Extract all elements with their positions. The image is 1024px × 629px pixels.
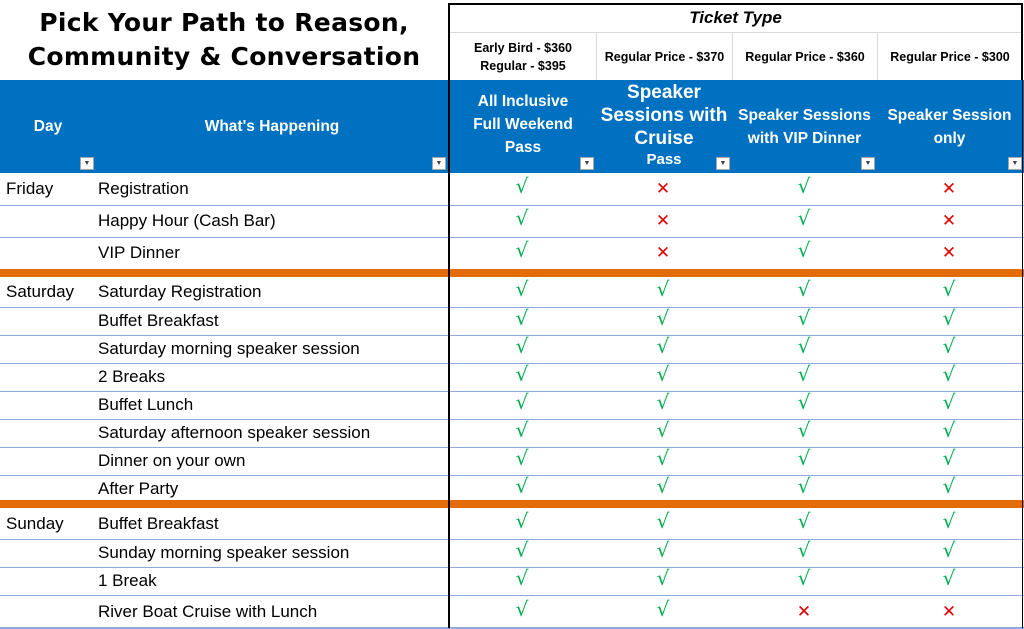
check-icon: √ — [942, 446, 956, 470]
check-icon: √ — [515, 446, 529, 470]
event-cell: Saturday morning speaker session — [98, 339, 360, 358]
event-cell: Buffet Lunch — [98, 395, 194, 414]
day-cell: Sunday — [6, 513, 64, 533]
filter-dropdown-vip-dinner[interactable]: ▼ — [861, 157, 875, 170]
day-cell: Saturday — [6, 282, 75, 301]
check-icon: √ — [656, 538, 670, 562]
header-all-inclusive — [450, 80, 596, 173]
check-icon: √ — [515, 334, 529, 358]
header-col4-line-2: only — [933, 129, 966, 147]
ticket-type-label: Ticket Type — [689, 8, 782, 27]
check-icon: √ — [656, 566, 670, 590]
check-icon: √ — [515, 238, 529, 262]
check-icon: √ — [797, 362, 811, 386]
check-icon: √ — [942, 538, 956, 562]
filter-dropdown-all-inclusive[interactable]: ▼ — [580, 157, 594, 170]
cross-icon: ✕ — [655, 179, 671, 199]
event-cell: VIP Dinner — [98, 243, 180, 262]
event-cell: Saturday afternoon speaker session — [98, 423, 371, 442]
check-icon: √ — [942, 508, 956, 533]
price-cell-4 — [877, 33, 1022, 80]
check-icon: √ — [656, 306, 670, 330]
price-3-line-1: Regular Price - $360 — [745, 49, 865, 64]
check-icon: √ — [515, 174, 529, 198]
event-cell: Buffet Breakfast — [98, 311, 219, 330]
event-cell: Buffet Breakfast — [98, 513, 219, 533]
event-cell: River Boat Cruise with Lunch — [98, 601, 318, 621]
check-icon: √ — [656, 334, 670, 358]
header-col3-line-2: with VIP Dinner — [747, 129, 862, 147]
check-icon: √ — [656, 277, 670, 301]
header-col4-line-1: Speaker Session — [887, 106, 1012, 124]
check-icon: √ — [942, 362, 956, 386]
title-line-1: Pick Your Path to Reason, — [39, 8, 409, 37]
check-icon: √ — [797, 446, 811, 470]
check-icon: √ — [942, 277, 956, 301]
cross-icon: ✕ — [655, 211, 671, 231]
check-icon: √ — [656, 362, 670, 386]
header-col2-line-4: Pass — [646, 151, 682, 168]
check-icon: √ — [942, 306, 956, 330]
check-icon: √ — [797, 238, 811, 262]
check-icon: √ — [515, 596, 529, 621]
check-icon: √ — [797, 277, 811, 301]
check-icon: √ — [656, 474, 670, 498]
page-title — [0, 0, 448, 80]
check-icon: √ — [797, 174, 811, 198]
cross-icon: ✕ — [655, 243, 671, 263]
event-cell: 2 Breaks — [98, 367, 166, 386]
check-icon: √ — [797, 206, 811, 230]
check-icon: √ — [797, 474, 811, 498]
check-icon: √ — [515, 206, 529, 230]
price-cell-1 — [450, 33, 596, 80]
event-cell: 1 Break — [98, 571, 157, 590]
check-icon: √ — [656, 508, 670, 533]
price-4-line-1: Regular Price - $300 — [890, 49, 1010, 64]
header-col2-line-1: Speaker — [627, 82, 701, 103]
header-day-label: Day — [33, 118, 63, 135]
check-icon: √ — [942, 334, 956, 358]
header-vip-dinner — [732, 80, 877, 173]
check-icon: √ — [515, 277, 529, 301]
check-icon: √ — [942, 566, 956, 590]
event-cell: Saturday Registration — [98, 282, 262, 301]
event-cell: Happy Hour (Cash Bar) — [98, 211, 276, 230]
cross-icon: ✕ — [941, 601, 957, 622]
filter-dropdown-speaker-only[interactable]: ▼ — [1008, 157, 1022, 170]
check-icon: √ — [797, 390, 811, 414]
cross-icon: ✕ — [941, 179, 957, 199]
check-icon: √ — [515, 538, 529, 562]
check-icon: √ — [797, 334, 811, 358]
header-whats-happening — [96, 80, 448, 173]
price-cell-2 — [596, 33, 732, 80]
check-icon: √ — [515, 306, 529, 330]
check-icon: √ — [797, 566, 811, 590]
price-1-line-1: Early Bird - $360 — [474, 40, 572, 55]
header-whats-happening-label: What's Happening — [204, 118, 340, 135]
header-col1-line-2: Full Weekend — [473, 116, 573, 133]
check-icon: √ — [515, 508, 529, 533]
filter-dropdown-day[interactable]: ▼ — [80, 157, 94, 170]
header-col1-line-1: All Inclusive — [477, 93, 569, 110]
check-icon: √ — [797, 306, 811, 330]
header-col2-line-3: Cruise — [634, 128, 694, 149]
header-speaker-only — [877, 80, 1022, 173]
event-cell: After Party — [98, 479, 179, 498]
check-icon: √ — [515, 418, 529, 442]
right-table-border — [1022, 3, 1023, 628]
check-icon: √ — [942, 390, 956, 414]
price-1-line-2: Regular - $395 — [480, 58, 566, 73]
price-cell-3 — [732, 33, 877, 80]
event-cell: Dinner on your own — [98, 451, 246, 470]
title-line-2: Community & Conversation — [27, 42, 421, 71]
left-table-border — [448, 80, 450, 628]
check-icon: √ — [515, 474, 529, 498]
check-icon: √ — [797, 418, 811, 442]
day-cell: Friday — [6, 179, 54, 198]
check-icon: √ — [942, 418, 956, 442]
header-col1-line-3: Pass — [504, 139, 542, 156]
event-cell: Registration — [98, 179, 189, 198]
event-cell: Sunday morning speaker session — [98, 543, 350, 562]
check-icon: √ — [656, 418, 670, 442]
check-icon: √ — [656, 596, 670, 621]
header-col3-line-1: Speaker Sessions — [738, 106, 871, 124]
check-icon: √ — [656, 390, 670, 414]
check-icon: √ — [515, 390, 529, 414]
check-icon: √ — [515, 362, 529, 386]
cross-icon: ✕ — [941, 243, 957, 263]
header-cruise — [596, 80, 732, 173]
price-2-line-1: Regular Price - $370 — [604, 49, 725, 64]
check-icon: √ — [797, 538, 811, 562]
cross-icon: ✕ — [796, 601, 812, 622]
header-col2-line-2: Sessions with — [600, 105, 728, 126]
filter-dropdown-cruise[interactable]: ▼ — [716, 157, 730, 170]
cross-icon: ✕ — [941, 211, 957, 231]
check-icon: √ — [797, 508, 811, 533]
check-icon: √ — [942, 474, 956, 498]
check-icon: √ — [656, 446, 670, 470]
check-icon: √ — [515, 566, 529, 590]
filter-dropdown-whats-happening[interactable]: ▼ — [432, 157, 446, 170]
